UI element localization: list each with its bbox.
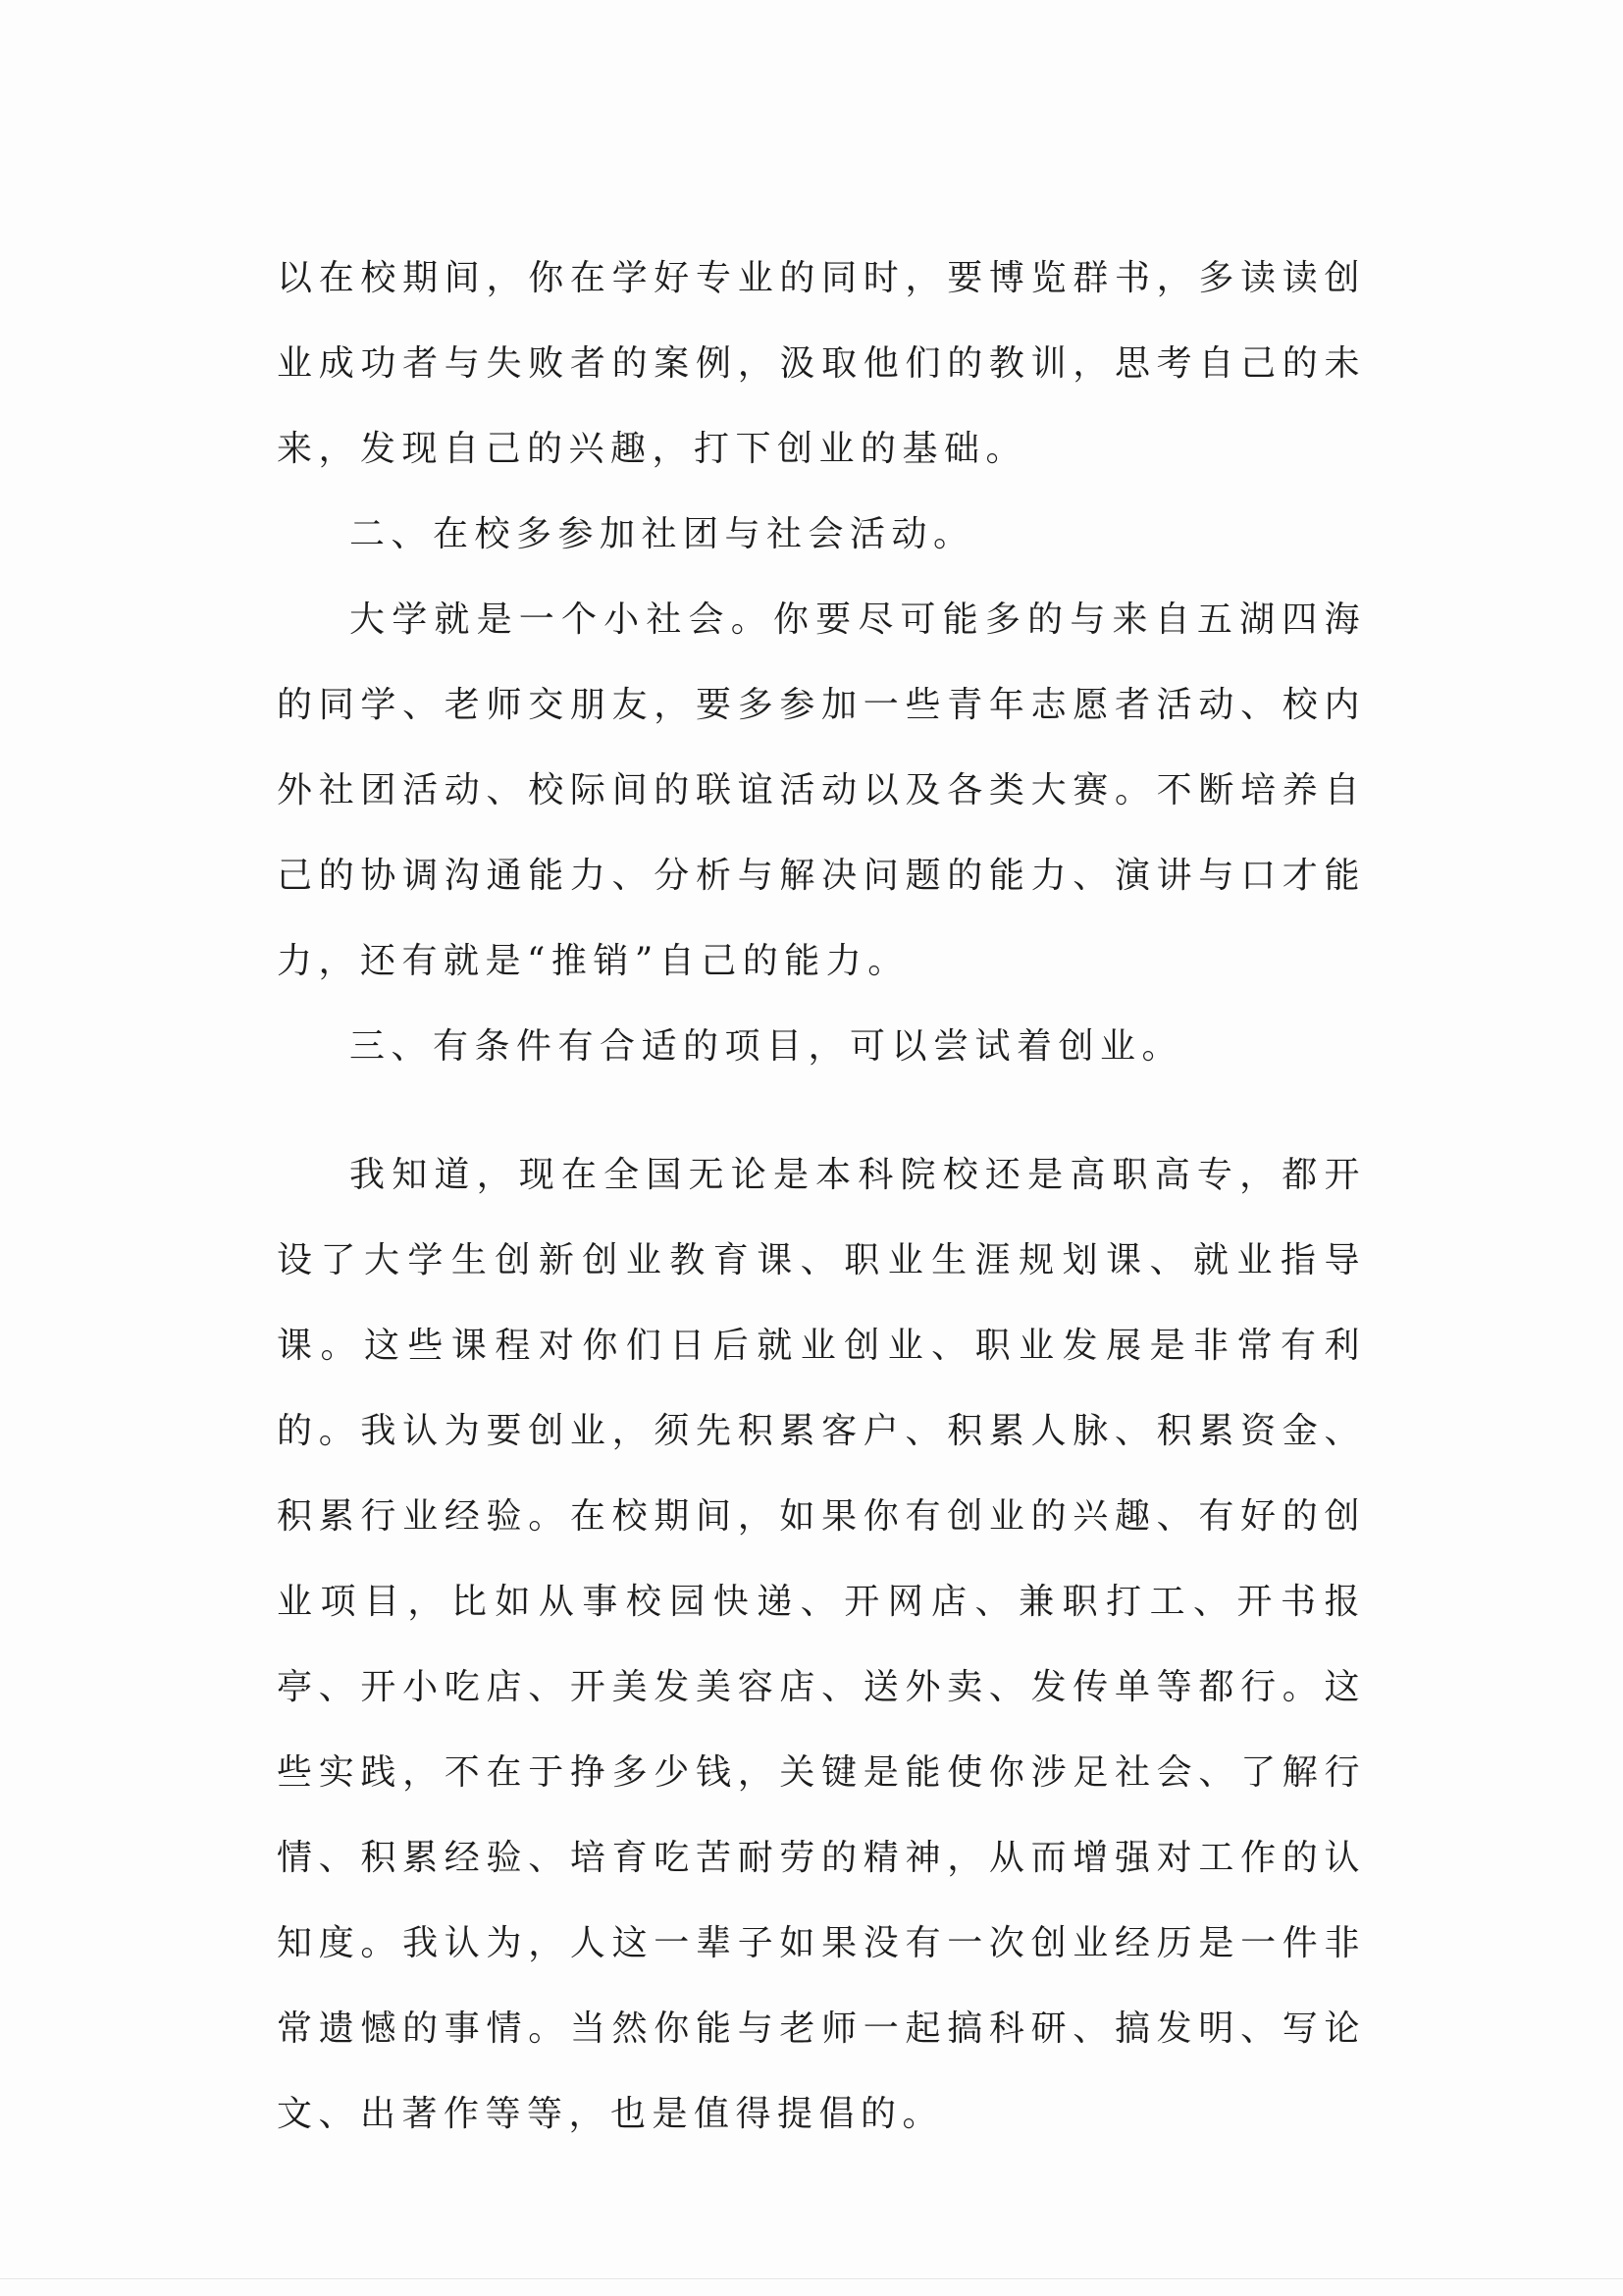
paragraph-social-activities: 大学就是一个小社会。你要尽可能多的与来自五湖四海的同学、老师交朋友，要多参加一些青年志愿者活动、校内外社团活动、校际间的联谊活动以及各类大赛。不断培养自己的协调沟通能力、分析与解决问题的能力、演讲与口才能力，还有就是“推销”自己的能力。 (277, 600, 1366, 981)
page-bottom-edge (0, 2278, 1623, 2279)
section-heading-2: 二、在校多参加社团与社会活动。 (349, 514, 975, 554)
paragraph-entrepreneurship: 我知道，现在全国无论是本科院校还是高职高专，都开设了大学生创新创业教育课、职业生涯规划课、就业指导课。这些课程对你们日后就业创业、职业发展是非常有利的。我认为要创业，须先积累客户、积累人脉、积累资金、积累行业经验。在校期间，如果你有创业的兴趣、有好的创业项目，比如从事校园快递、开网店、兼职打工、开书报亭、开小吃店、开美发美容店、送外卖、发传单等都行。这些实践，不在于挣多少钱，关键是能使你涉足社会、了解行情、积累经验、培育吃苦耐劳的精神，从而增强对工作的认知度。我认为，人这一辈子如果没有一次创业经历是一件非常遗憾的事情。当然你能与老师一起搞科研、搞发明、写论文、出著作等等，也是值得提倡的。 (277, 1155, 1366, 2134)
document-body (277, 235, 1366, 2157)
section-heading-3: 三、有条件有合适的项目，可以尝试着创业。 (349, 1026, 1184, 1067)
paragraph-continuation: 以在校期间，你在学好专业的同时，要博览群书，多读读创业成功者与失败者的案例，汲取他们的教训，思考自己的未来，发现自己的兴趣，打下创业的基础。 (277, 258, 1366, 469)
